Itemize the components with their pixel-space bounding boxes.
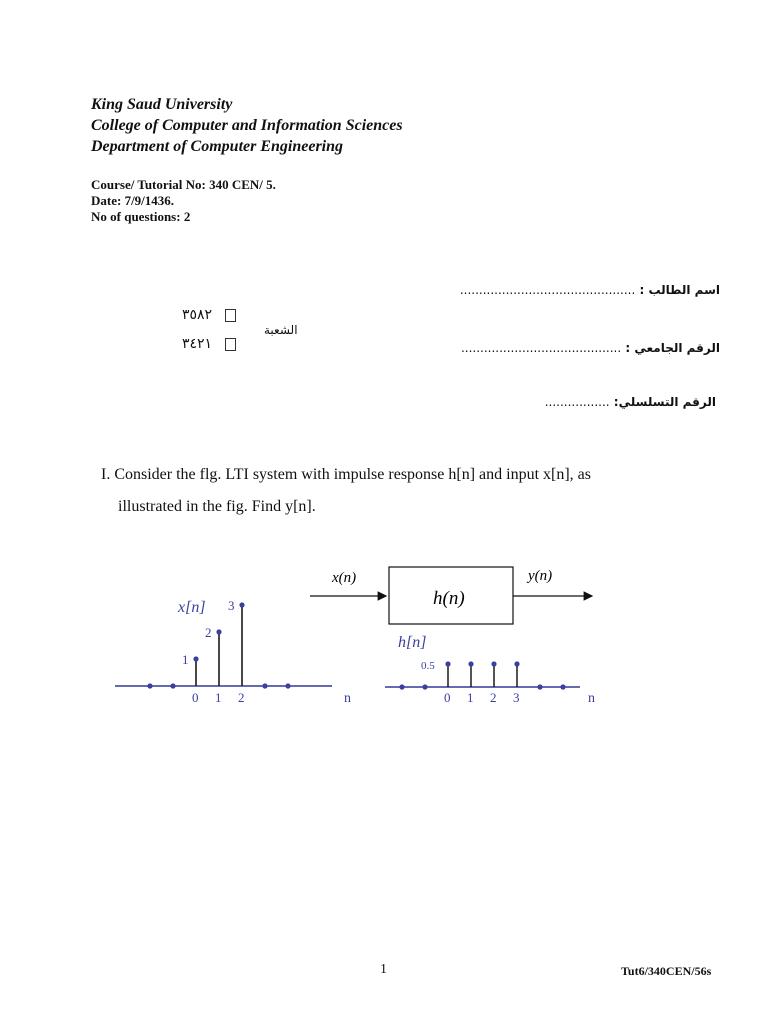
- x-value-label: 3: [228, 598, 235, 613]
- x-tick-label: 1: [215, 690, 222, 705]
- x-n-label: n: [344, 691, 351, 706]
- x-signal-plot: [110, 590, 370, 715]
- x-stem-point: [216, 629, 221, 634]
- student-name-field: [460, 283, 720, 297]
- section-option-1-checkbox[interactable]: [225, 309, 236, 322]
- section-option-2-value: ٣٤٢١: [182, 336, 213, 352]
- x-value-label: 1: [182, 652, 189, 667]
- h-stem-point: [514, 661, 519, 666]
- section-option-2: [182, 336, 236, 352]
- h-zero-sample: [399, 684, 404, 689]
- output-label: y(n): [528, 568, 553, 584]
- x-tick-label: 2: [238, 690, 245, 705]
- h-zero-sample: [422, 684, 427, 689]
- h-stem-point: [491, 661, 496, 666]
- question-line-2: illustrated in the fig. Find y[n].: [118, 498, 316, 515]
- serial-number-field: [545, 395, 716, 409]
- x-stem-point: [193, 656, 198, 661]
- h-zero-sample: [537, 684, 542, 689]
- x-tick-label: 0: [192, 690, 199, 705]
- h-tick-label: 3: [513, 690, 520, 705]
- h-stem-point: [468, 661, 473, 666]
- student-id-dots: ..........................................: [460, 341, 622, 355]
- h-signal-plot: [380, 628, 610, 718]
- section-label: الشعبة: [264, 323, 298, 337]
- section-option-1-value: ٣٥٨٢: [182, 307, 213, 323]
- question-line-1: Consider the flg. LTI system with impulse response h[n] and input x[n], as: [114, 466, 591, 483]
- student-name-label: اسم الطالب :: [639, 283, 720, 297]
- college-name: College of Computer and Information Sciences: [91, 117, 403, 134]
- system-label: h(n): [433, 588, 465, 609]
- serial-number-label: الرقم التسلسلي:: [613, 395, 716, 409]
- course-info: Course/ Tutorial No: 340 CEN/ 5.: [91, 177, 276, 192]
- h-tick-label: 0: [444, 690, 451, 705]
- page-number: 1: [380, 962, 387, 977]
- student-id-field: [461, 341, 720, 355]
- h-value-label: 0.5: [421, 660, 435, 672]
- x-stem-point: [239, 602, 244, 607]
- question-number: I.: [101, 466, 111, 483]
- document-code: Tut6/340CEN/56s: [621, 964, 712, 978]
- h-tick-label: 1: [467, 690, 474, 705]
- department-name: Department of Computer Engineering: [91, 138, 344, 155]
- x-signal-label: x[n]: [178, 599, 206, 616]
- h-zero-sample: [560, 684, 565, 689]
- input-label: x(n): [332, 570, 357, 586]
- question-1: [101, 459, 591, 491]
- x-zero-sample: [262, 683, 267, 688]
- h-signal-label: h[n]: [398, 634, 427, 651]
- questions-count: No of questions: 2: [91, 209, 191, 224]
- date-info: Date: 7/9/1436.: [91, 193, 175, 208]
- section-option-2-checkbox[interactable]: [225, 338, 236, 351]
- x-zero-sample: [147, 683, 152, 688]
- h-stem-point: [445, 661, 450, 666]
- university-name: King Saud University: [91, 96, 233, 113]
- student-id-label: الرقم الجامعي :: [625, 341, 720, 355]
- serial-number-dots: .................: [544, 395, 610, 409]
- x-zero-sample: [170, 683, 175, 688]
- x-value-label: 2: [205, 625, 212, 640]
- x-zero-sample: [285, 683, 290, 688]
- section-option-1: [182, 307, 236, 323]
- h-n-label: n: [588, 691, 595, 706]
- h-tick-label: 2: [490, 690, 497, 705]
- student-name-dots: ..............................................: [459, 283, 636, 297]
